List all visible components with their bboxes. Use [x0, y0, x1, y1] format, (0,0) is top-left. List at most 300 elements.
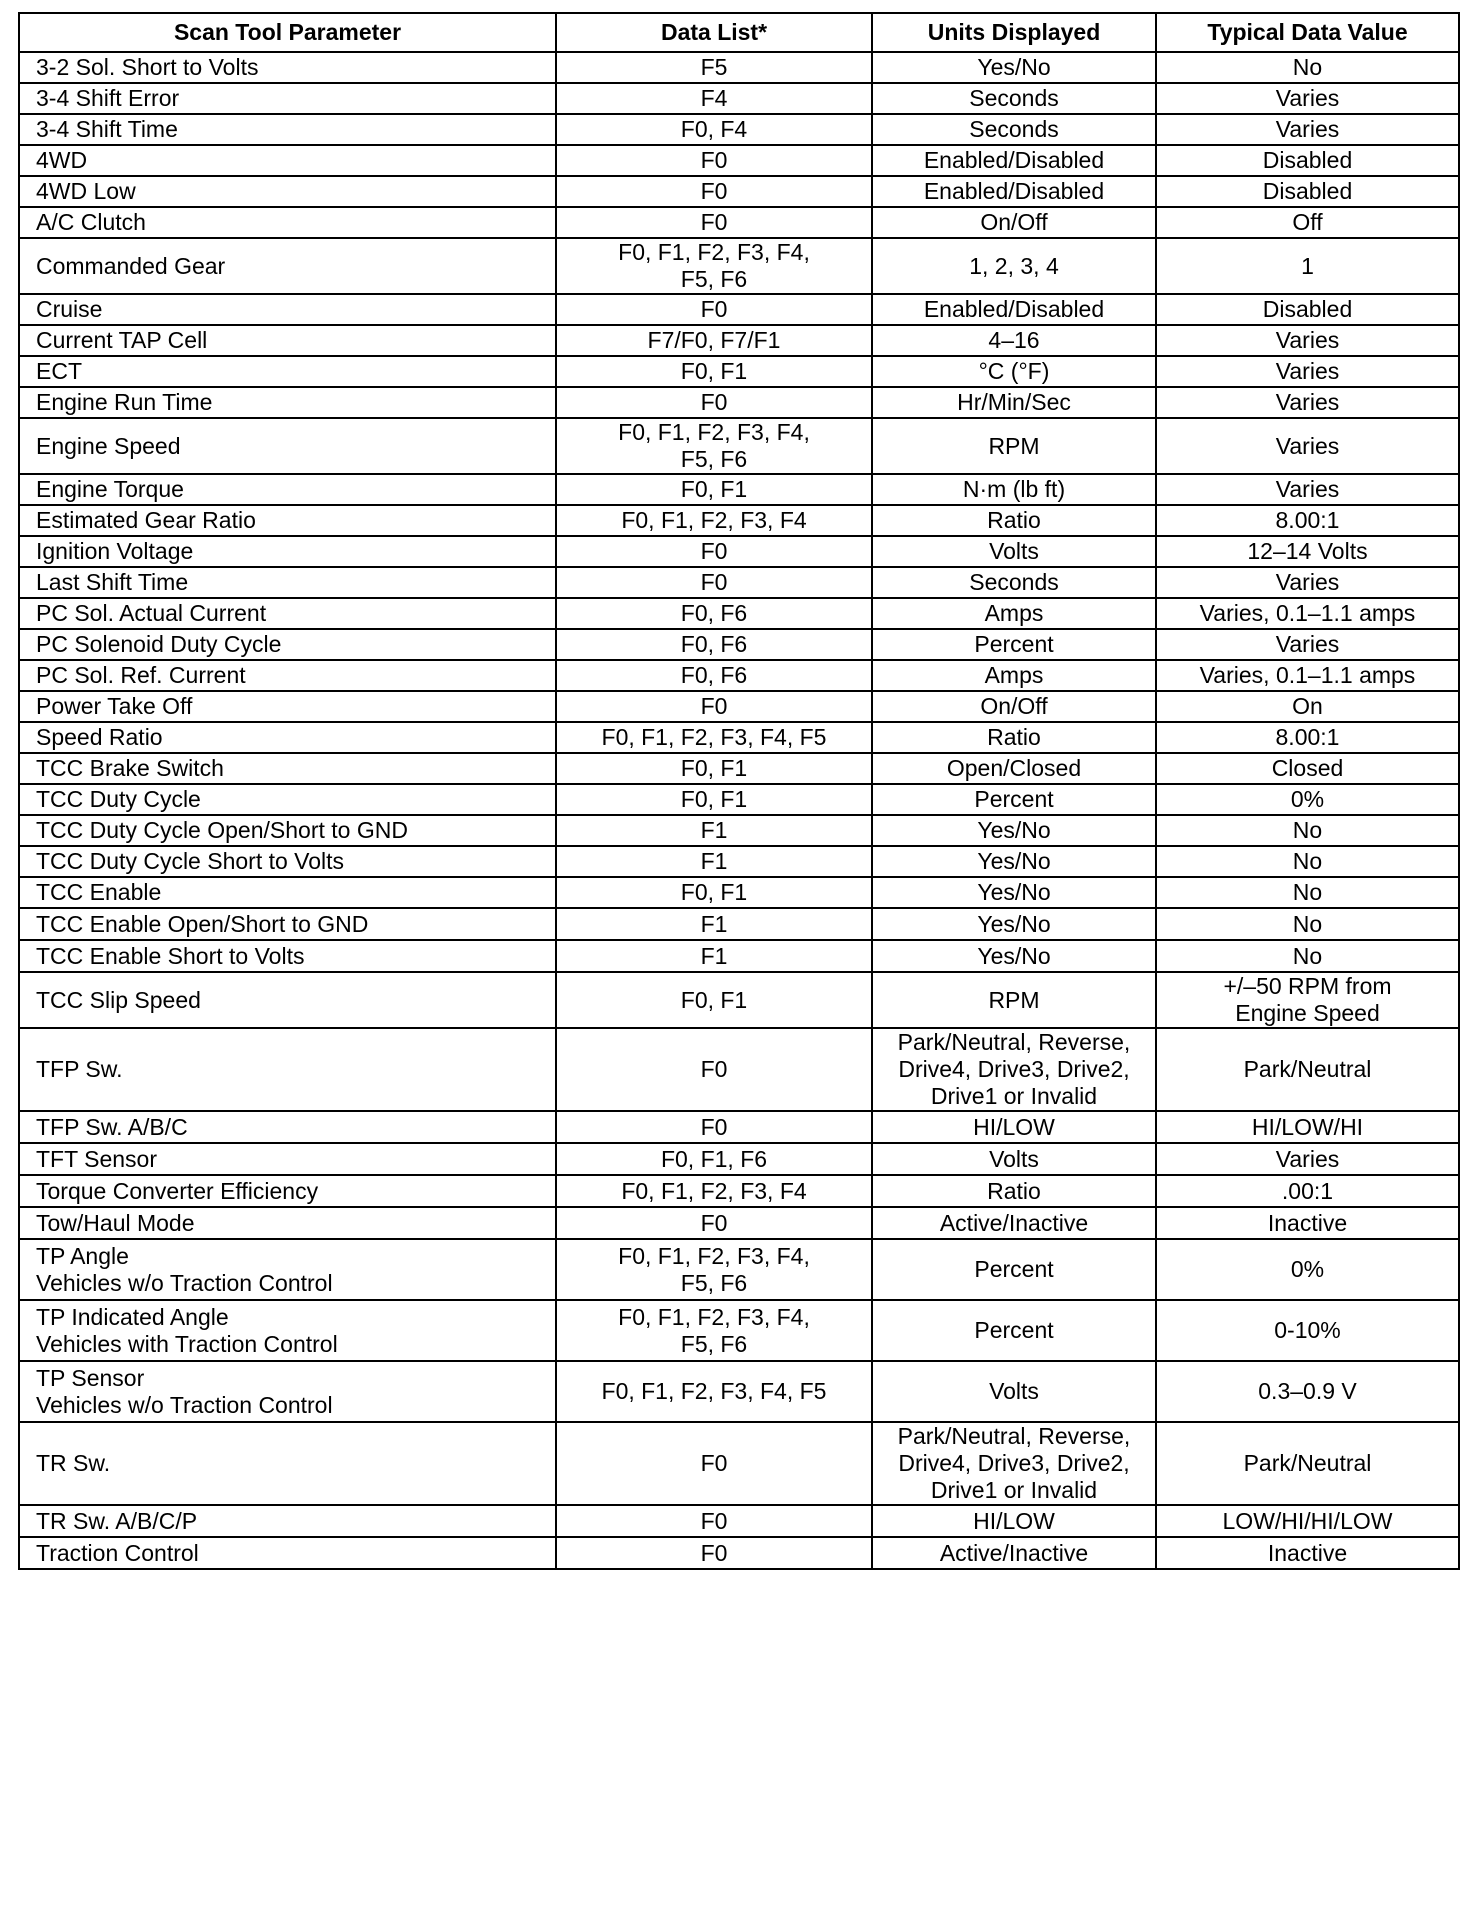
cell-data-list-line: F0, F1, F2, F3, F4, [618, 419, 810, 445]
cell-data-list-line: F0 [700, 1056, 728, 1082]
cell-data-list [556, 846, 872, 877]
cell-typical-value-line: Disabled [1262, 147, 1353, 173]
cell-parameter-line: A/C Clutch [36, 209, 146, 235]
cell-data-list [556, 972, 872, 1028]
cell-typical-value [1156, 536, 1459, 567]
cell-typical-value [1156, 1505, 1459, 1537]
cell-data-list-line: F0 [700, 178, 728, 204]
table-row [19, 753, 1459, 784]
cell-units-line: Ratio [987, 1177, 1041, 1204]
header-units-displayed: Units Displayed [872, 13, 1156, 52]
table-row [19, 356, 1459, 387]
cell-parameter [19, 356, 556, 387]
cell-units-line: On/Off [980, 209, 1048, 235]
cell-data-list [556, 418, 872, 474]
cell-parameter [19, 1028, 556, 1111]
cell-typical-value-line: No [1292, 848, 1323, 874]
cell-typical-value-line: 0% [1290, 1256, 1325, 1282]
cell-typical-value-line: Varies, 0.1–1.1 amps [1199, 600, 1416, 626]
cell-parameter [19, 207, 556, 238]
table-row [19, 238, 1459, 294]
cell-units [872, 1175, 1156, 1207]
table-row [19, 474, 1459, 505]
cell-typical-value [1156, 52, 1459, 83]
cell-typical-value [1156, 691, 1459, 722]
cell-typical-value-line: Varies [1275, 327, 1340, 353]
cell-parameter [19, 972, 556, 1028]
cell-units [872, 1505, 1156, 1537]
cell-typical-value [1156, 908, 1459, 940]
cell-typical-value [1156, 176, 1459, 207]
cell-parameter-line: Power Take Off [36, 693, 193, 719]
cell-units-line: RPM [988, 432, 1040, 459]
cell-units [872, 325, 1156, 356]
cell-units-line: Ratio [987, 724, 1041, 750]
cell-parameter-line: TP Angle [36, 1242, 129, 1269]
cell-data-list-line: F0 [700, 1539, 728, 1566]
cell-units [872, 940, 1156, 972]
cell-typical-value [1156, 877, 1459, 908]
cell-parameter-line: 4WD [36, 147, 88, 173]
cell-data-list-line: F0, F1, F2, F3, F4, F5 [601, 724, 827, 750]
cell-units [872, 1361, 1156, 1422]
cell-units [872, 474, 1156, 505]
cell-data-list-line: F0 [700, 296, 728, 322]
table-row [19, 940, 1459, 972]
cell-parameter-line: TP Sensor [36, 1364, 145, 1391]
cell-parameter-line: Engine Run Time [36, 389, 213, 415]
cell-typical-value-line: Closed [1271, 755, 1344, 781]
cell-data-list [556, 145, 872, 176]
cell-units [872, 567, 1156, 598]
cell-typical-value [1156, 294, 1459, 325]
cell-parameter [19, 567, 556, 598]
cell-units-line: Park/Neutral, Reverse, [897, 1423, 1131, 1449]
header-typical-data-value: Typical Data Value [1156, 13, 1459, 52]
header-scan-tool-parameter: Scan Tool Parameter [19, 13, 556, 52]
cell-units [872, 83, 1156, 114]
cell-typical-value [1156, 83, 1459, 114]
cell-data-list [556, 474, 872, 505]
cell-data-list-line: F1 [700, 848, 728, 874]
cell-data-list-line: F0, F6 [680, 600, 748, 626]
cell-parameter [19, 908, 556, 940]
cell-typical-value [1156, 207, 1459, 238]
table-row [19, 325, 1459, 356]
cell-units-line: Percent [974, 631, 1054, 657]
cell-data-list [556, 567, 872, 598]
table-row [19, 908, 1459, 940]
cell-units-line: 4–16 [988, 327, 1040, 353]
cell-units [872, 598, 1156, 629]
cell-units-line: Active/Inactive [939, 1209, 1089, 1236]
cell-parameter [19, 598, 556, 629]
cell-parameter [19, 1300, 556, 1361]
cell-units-line: Percent [974, 1317, 1054, 1343]
table-body [19, 52, 1459, 1569]
cell-data-list [556, 1422, 872, 1505]
cell-parameter [19, 1175, 556, 1207]
cell-typical-value [1156, 1239, 1459, 1300]
cell-units [872, 114, 1156, 145]
cell-data-list [556, 1175, 872, 1207]
cell-units [872, 387, 1156, 418]
scan-tool-data-table [18, 12, 1460, 1570]
cell-typical-value-line: Varies [1275, 116, 1340, 142]
table-row [19, 1175, 1459, 1207]
table-row [19, 846, 1459, 877]
cell-parameter [19, 474, 556, 505]
cell-parameter-line: Vehicles w/o Traction Control [36, 1391, 333, 1418]
cell-typical-value [1156, 722, 1459, 753]
cell-units-line: Amps [984, 600, 1044, 626]
cell-units [872, 815, 1156, 846]
cell-parameter-line: TFT Sensor [36, 1145, 157, 1172]
table-row [19, 691, 1459, 722]
cell-units-line: RPM [988, 986, 1040, 1013]
cell-units [872, 629, 1156, 660]
cell-data-list-line: F5 [700, 54, 728, 80]
cell-parameter [19, 1207, 556, 1239]
cell-typical-value-line: Varies [1275, 85, 1340, 111]
cell-typical-value-line: 8.00:1 [1275, 507, 1340, 533]
cell-typical-value [1156, 1175, 1459, 1207]
cell-data-list-line: F0, F6 [680, 662, 748, 688]
cell-data-list-line: F0, F1 [680, 786, 748, 812]
cell-parameter [19, 691, 556, 722]
cell-parameter-line: TFP Sw. [36, 1056, 123, 1082]
cell-data-list [556, 238, 872, 294]
cell-data-list [556, 536, 872, 567]
cell-typical-value-line: Varies [1275, 432, 1340, 459]
cell-units-line: HI/LOW [973, 1507, 1055, 1534]
cell-data-list [556, 815, 872, 846]
cell-data-list-line: F0 [700, 538, 728, 564]
cell-data-list [556, 908, 872, 940]
cell-data-list [556, 629, 872, 660]
cell-data-list [556, 176, 872, 207]
cell-data-list-line: F1 [700, 910, 728, 937]
cell-parameter-line: TCC Duty Cycle [36, 786, 201, 812]
cell-parameter-line: Engine Torque [36, 476, 184, 502]
cell-units-line: Yes/No [977, 848, 1051, 874]
table-row [19, 1422, 1459, 1505]
cell-typical-value [1156, 846, 1459, 877]
cell-units [872, 1537, 1156, 1569]
cell-parameter-line: Estimated Gear Ratio [36, 507, 256, 533]
cell-units [872, 1028, 1156, 1111]
cell-units [872, 294, 1156, 325]
cell-parameter [19, 294, 556, 325]
cell-typical-value-line: 8.00:1 [1275, 724, 1340, 750]
cell-parameter [19, 505, 556, 536]
cell-parameter-line: TR Sw. A/B/C/P [36, 1507, 198, 1534]
cell-typical-value [1156, 238, 1459, 294]
cell-parameter-line: TCC Enable Short to Volts [36, 942, 305, 969]
table-row [19, 598, 1459, 629]
cell-units [872, 660, 1156, 691]
cell-parameter-line: Engine Speed [36, 432, 181, 459]
cell-typical-value-line: On [1292, 693, 1323, 719]
cell-data-list-line: F0 [700, 1507, 728, 1534]
cell-units [872, 722, 1156, 753]
cell-typical-value-line: Off [1292, 209, 1323, 235]
cell-typical-value-line: +/–50 RPM from [1223, 973, 1392, 999]
cell-typical-value [1156, 1207, 1459, 1239]
cell-typical-value [1156, 753, 1459, 784]
cell-typical-value-line: 0-10% [1274, 1317, 1341, 1343]
table-row [19, 1505, 1459, 1537]
cell-typical-value [1156, 660, 1459, 691]
cell-typical-value-line: No [1292, 879, 1323, 905]
cell-data-list-line: F4 [700, 85, 728, 111]
cell-data-list [556, 753, 872, 784]
cell-data-list-line: F0, F1 [680, 755, 748, 781]
cell-data-list [556, 387, 872, 418]
header-data-list: Data List* [556, 13, 872, 52]
cell-units [872, 753, 1156, 784]
cell-typical-value [1156, 145, 1459, 176]
table-row [19, 629, 1459, 660]
cell-data-list-line: F0, F1 [680, 986, 748, 1013]
cell-units-line: Yes/No [977, 817, 1051, 843]
cell-typical-value [1156, 505, 1459, 536]
cell-parameter [19, 660, 556, 691]
cell-typical-value [1156, 418, 1459, 474]
cell-typical-value-line: No [1292, 942, 1323, 969]
cell-typical-value-line: Varies [1275, 476, 1340, 502]
cell-data-list [556, 1300, 872, 1361]
cell-units [872, 1422, 1156, 1505]
cell-parameter [19, 238, 556, 294]
cell-parameter-line: 3-4 Shift Time [36, 116, 178, 142]
cell-typical-value-line: 0.3–0.9 V [1258, 1378, 1357, 1404]
cell-parameter-line: Torque Converter Efficiency [36, 1177, 319, 1204]
cell-parameter [19, 753, 556, 784]
cell-units-line: Yes/No [977, 910, 1051, 937]
cell-parameter-line: Ignition Voltage [36, 538, 194, 564]
cell-units-line: Volts [989, 538, 1039, 564]
cell-data-list [556, 505, 872, 536]
cell-units-line: Seconds [969, 85, 1059, 111]
cell-data-list-line: F0, F1, F2, F3, F4 [621, 507, 807, 533]
cell-parameter [19, 1361, 556, 1422]
cell-typical-value [1156, 1361, 1459, 1422]
cell-data-list-line: F0, F1, F2, F3, F4, F5 [601, 1378, 827, 1404]
cell-parameter-line: PC Sol. Actual Current [36, 600, 267, 626]
table-row [19, 1111, 1459, 1143]
cell-units-line: Enabled/Disabled [923, 178, 1105, 204]
table-row [19, 784, 1459, 815]
cell-parameter-line: Commanded Gear [36, 252, 226, 279]
cell-data-list-line: F0, F6 [680, 631, 748, 657]
cell-data-list-line: F0 [700, 389, 728, 415]
cell-data-list [556, 1537, 872, 1569]
cell-data-list [556, 1111, 872, 1143]
cell-units [872, 145, 1156, 176]
table-row [19, 567, 1459, 598]
cell-parameter [19, 52, 556, 83]
cell-typical-value-line: Varies, 0.1–1.1 amps [1199, 662, 1416, 688]
cell-parameter-line: TFP Sw. A/B/C [36, 1113, 188, 1140]
table-row [19, 815, 1459, 846]
cell-typical-value-line: 0% [1290, 786, 1325, 812]
cell-units [872, 1239, 1156, 1300]
cell-data-list-line: F0 [700, 693, 728, 719]
cell-parameter-line: TP Indicated Angle [36, 1303, 229, 1330]
cell-parameter [19, 325, 556, 356]
cell-typical-value-line: 12–14 Volts [1247, 538, 1368, 564]
cell-parameter [19, 1143, 556, 1175]
cell-units [872, 1300, 1156, 1361]
cell-parameter-line: TCC Duty Cycle Open/Short to GND [36, 817, 408, 843]
cell-data-list-line: F0, F1, F2, F3, F4, [618, 1303, 810, 1330]
cell-units-line: Enabled/Disabled [923, 296, 1105, 322]
cell-data-list-line: F5, F6 [680, 266, 748, 292]
cell-data-list [556, 1207, 872, 1239]
cell-parameter [19, 114, 556, 145]
cell-typical-value [1156, 1111, 1459, 1143]
cell-units-line: Drive4, Drive3, Drive2, [898, 1056, 1130, 1082]
cell-units-line: HI/LOW [973, 1113, 1055, 1140]
cell-parameter [19, 815, 556, 846]
cell-units-line: Drive4, Drive3, Drive2, [898, 1450, 1130, 1476]
cell-parameter [19, 722, 556, 753]
table-row [19, 294, 1459, 325]
cell-typical-value [1156, 815, 1459, 846]
cell-units-line: Volts [989, 1378, 1039, 1404]
cell-units-line: Hr/Min/Sec [957, 389, 1071, 415]
cell-data-list-line: F0, F1 [680, 476, 748, 502]
cell-data-list [556, 52, 872, 83]
table-row [19, 207, 1459, 238]
table-row [19, 536, 1459, 567]
cell-typical-value-line: Varies [1275, 389, 1340, 415]
cell-typical-value-line: LOW/HI/HI/LOW [1222, 1507, 1393, 1534]
cell-typical-value-line: HI/LOW/HI [1251, 1113, 1364, 1140]
cell-parameter [19, 145, 556, 176]
cell-data-list [556, 356, 872, 387]
cell-units [872, 877, 1156, 908]
table-row [19, 1143, 1459, 1175]
cell-parameter [19, 1537, 556, 1569]
table-row [19, 660, 1459, 691]
cell-typical-value [1156, 356, 1459, 387]
cell-data-list-line: F0, F4 [680, 116, 748, 142]
cell-units-line: °C (°F) [978, 358, 1050, 384]
cell-parameter-line: TCC Enable [36, 879, 162, 905]
cell-parameter [19, 536, 556, 567]
cell-units-line: Percent [974, 1256, 1054, 1282]
cell-typical-value [1156, 325, 1459, 356]
cell-units-line: Drive1 or Invalid [930, 1083, 1098, 1109]
cell-data-list-line: F0 [700, 147, 728, 173]
cell-data-list-line: F7/F0, F7/F1 [647, 327, 781, 353]
table-row [19, 1239, 1459, 1300]
cell-typical-value-line: Varies [1275, 569, 1340, 595]
table-row [19, 877, 1459, 908]
cell-typical-value [1156, 1300, 1459, 1361]
cell-data-list [556, 1505, 872, 1537]
cell-parameter-line: PC Solenoid Duty Cycle [36, 631, 282, 657]
cell-parameter-line: PC Sol. Ref. Current [36, 662, 246, 688]
table-row [19, 418, 1459, 474]
cell-data-list-line: F0 [700, 1209, 728, 1236]
cell-parameter-line: Last Shift Time [36, 569, 189, 595]
cell-parameter [19, 1239, 556, 1300]
cell-units [872, 1111, 1156, 1143]
cell-parameter [19, 1505, 556, 1537]
cell-units [872, 52, 1156, 83]
cell-data-list [556, 1028, 872, 1111]
cell-parameter-line: Vehicles with Traction Control [36, 1330, 338, 1357]
cell-parameter-line: ECT [36, 358, 82, 384]
cell-typical-value [1156, 567, 1459, 598]
cell-units-line: Seconds [969, 569, 1059, 595]
table-row [19, 387, 1459, 418]
header-row [19, 13, 1459, 52]
cell-units [872, 1143, 1156, 1175]
cell-units-line: On/Off [980, 693, 1048, 719]
cell-units-line: Volts [989, 1145, 1039, 1172]
cell-data-list-line: F0, F1 [680, 879, 748, 905]
cell-typical-value [1156, 598, 1459, 629]
cell-units-line: N·m (lb ft) [962, 476, 1066, 502]
cell-data-list-line: F0, F1 [680, 358, 748, 384]
cell-parameter [19, 846, 556, 877]
cell-data-list-line: F0, F1, F2, F3, F4, [618, 239, 810, 265]
cell-data-list-line: F0 [700, 1450, 728, 1476]
cell-parameter-line: Cruise [36, 296, 103, 322]
cell-parameter-line: TCC Slip Speed [36, 986, 201, 1013]
table-row [19, 1537, 1459, 1569]
cell-parameter [19, 176, 556, 207]
table-row [19, 1028, 1459, 1111]
cell-data-list [556, 660, 872, 691]
cell-units-line: Open/Closed [946, 755, 1082, 781]
cell-units [872, 784, 1156, 815]
cell-typical-value [1156, 114, 1459, 145]
table-row [19, 176, 1459, 207]
cell-data-list [556, 784, 872, 815]
cell-parameter-line: Vehicles w/o Traction Control [36, 1269, 333, 1296]
cell-data-list [556, 114, 872, 145]
cell-data-list-line: F0, F1, F6 [660, 1145, 768, 1172]
cell-data-list [556, 691, 872, 722]
table-row [19, 52, 1459, 83]
cell-data-list [556, 325, 872, 356]
cell-units-line: Percent [974, 786, 1054, 812]
cell-data-list [556, 294, 872, 325]
cell-units-line: Yes/No [977, 54, 1051, 80]
cell-typical-value-line: .00:1 [1281, 1177, 1334, 1204]
cell-typical-value [1156, 474, 1459, 505]
cell-units [872, 176, 1156, 207]
cell-units [872, 536, 1156, 567]
cell-units [872, 691, 1156, 722]
cell-parameter-line: 4WD Low [36, 178, 136, 204]
cell-units-line: Yes/No [977, 879, 1051, 905]
cell-units [872, 972, 1156, 1028]
cell-typical-value [1156, 629, 1459, 660]
cell-units [872, 505, 1156, 536]
cell-units-line: Amps [984, 662, 1044, 688]
cell-typical-value-line: No [1292, 910, 1323, 937]
cell-typical-value-line: Varies [1275, 358, 1340, 384]
table-row [19, 505, 1459, 536]
cell-typical-value [1156, 387, 1459, 418]
cell-data-list [556, 940, 872, 972]
